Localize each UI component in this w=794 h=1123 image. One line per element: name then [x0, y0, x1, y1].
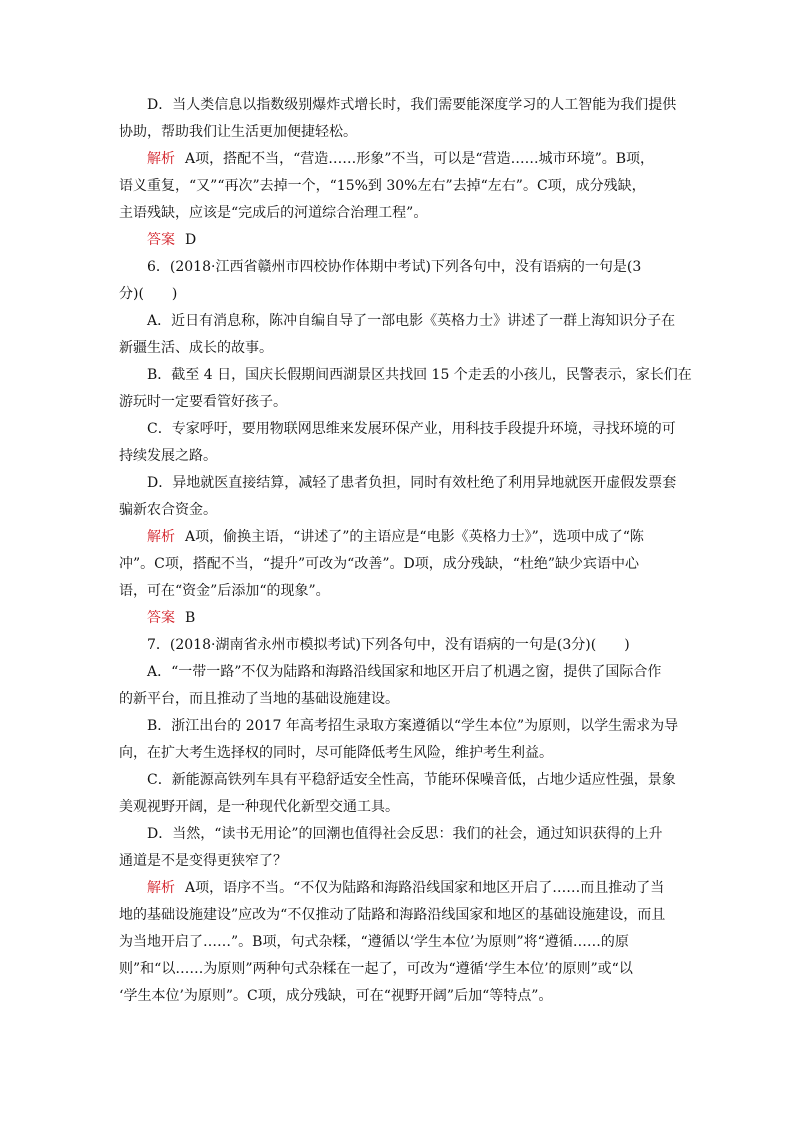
- q6-option-d-line1: D．异地就医直接结算，减轻了患者负担，同时有效杜绝了利用异地就医开虚假发票套: [147, 475, 677, 491]
- q6-answer: [119, 605, 675, 632]
- q7-option-c-line2: 美观视野开阔，是一种现代化新型交通工具。: [119, 799, 399, 815]
- q6-option-a-line1: A．近日有消息称，陈冲自编自导了一部电影《英格力士》讲述了一群上海知识分子在: [147, 313, 676, 329]
- q5-answer: [119, 227, 675, 254]
- q6-option-b-line2: 游玩时一定要看管好孩子。: [119, 394, 287, 410]
- q5-option-d-line2: 协助，帮助我们让生活更加便捷轻松。: [119, 124, 357, 140]
- q6-analysis-line3: 语，可在“资金”后添加“的现象”。: [119, 583, 330, 599]
- answer-value: B: [185, 610, 196, 626]
- q6-option-c-line1: C．专家呼吁，要用物联网思维来发展环保产业，用科技手段提升环境，寻找环境的可: [147, 421, 676, 437]
- q7-option-b-line2: 向，在扩大考生选择权的同时，尽可能降低考生风险，维护考生利益。: [119, 745, 553, 761]
- q7-option-d-line2: 通道是不是变得更狭窄了？: [119, 853, 287, 869]
- q7-analysis-line4: 则”和“以……为原则”两种句式杂糅在一起了，可改为“遵循‘学生本位’的原则”或“以: [119, 961, 633, 977]
- q5-analysis-line1: [119, 146, 675, 173]
- q6-option-a-line2: 新疆生活、成长的故事。: [119, 340, 273, 356]
- q6-option-c-line2: 持续发展之路。: [119, 448, 217, 464]
- q5-analysis-line2: 语义重复，“又”“再次”去掉一个，“15%到 30%左右”去掉“左右”。C项，成分残缺，: [119, 178, 646, 194]
- answer-label: 答案: [147, 232, 175, 248]
- q6-stem-line2: 分)( ): [119, 286, 178, 302]
- q7-option-d-line1: D．当然，“读书无用论”的回潮也值得社会反思：我们的社会，通过知识获得的上升: [147, 826, 663, 842]
- analysis-text: A项，偷换主语，“讲述了”的主语应是“电影《英格力士》”，选项中成了“陈: [185, 529, 644, 545]
- q7-option-c-line1: C．新能源高铁列车具有平稳舒适安全性高，节能环保噪音低，占地少适应性强，景象: [147, 772, 676, 788]
- analysis-label: 解析: [147, 880, 175, 896]
- q7-analysis-line3: 为当地开启了……”。B项，句式杂糅，“遵循以‘学生本位’为原则”将“遵循……的原: [119, 934, 629, 950]
- analysis-text: A项，语序不当。“不仅为陆路和海路沿线国家和地区开启了……而且推动了当: [185, 880, 665, 896]
- q7-analysis-line5: ‘学生本位’为原则”。C项，成分残缺，可在“视野开阔”后加“等特点”。: [119, 988, 553, 1004]
- q6-option-b-line1: B．截至 4 日，国庆长假期间西湖景区共找回 15 个走丢的小孩儿，民警表示，家长们在: [147, 367, 692, 383]
- q6-option-d-line2: 骗新农合资金。: [119, 502, 217, 518]
- analysis-label: 解析: [147, 151, 175, 167]
- analysis-text: A项，搭配不当，“营造……形象”不当，可以是“营造……城市环境”。B项，: [185, 151, 655, 167]
- answer-value: D: [185, 232, 197, 248]
- q7-option-a-line2: 的新平台，而且推动了当地的基础设施建设。: [119, 691, 399, 707]
- document-page: [119, 92, 692, 1010]
- q6-stem-line1: 6．(2018·江西省赣州市四校协作体期中考试)下列各句中，没有语病的一句是(3: [147, 259, 642, 275]
- q7-stem-line1: 7．(2018·湖南省永州市模拟考试)下列各句中，没有语病的一句是(3分)( ): [147, 637, 630, 653]
- answer-label: 答案: [147, 610, 175, 626]
- q7-option-b-line1: B．浙江出台的 2017 年高考招生录取方案遵循以“学生本位”为原则，以学生需求为导: [147, 718, 679, 734]
- q5-option-d-line1: D．当人类信息以指数级别爆炸式增长时，我们需要能深度学习的人工智能为我们提供: [147, 97, 677, 113]
- q7-option-a-line1: A．“一带一路”不仅为陆路和海路沿线国家和地区开启了机遇之窗，提供了国际合作: [147, 664, 662, 680]
- q7-analysis-line2: 地的基础设施建设”应改为“不仅推动了陆路和海路沿线国家和地区的基础设施建设，而且: [119, 907, 666, 923]
- analysis-label: 解析: [147, 529, 175, 545]
- q7-analysis-line1: [119, 875, 675, 902]
- q6-analysis-line1: [119, 524, 675, 551]
- q6-analysis-line2: 冲”。C项，搭配不当，“提升”可改为“改善”。D项，成分残缺，“杜绝”缺少宾语中心: [119, 556, 640, 572]
- q5-analysis-line3: 主语残缺，应该是“完成后的河道综合治理工程”。: [119, 205, 428, 221]
